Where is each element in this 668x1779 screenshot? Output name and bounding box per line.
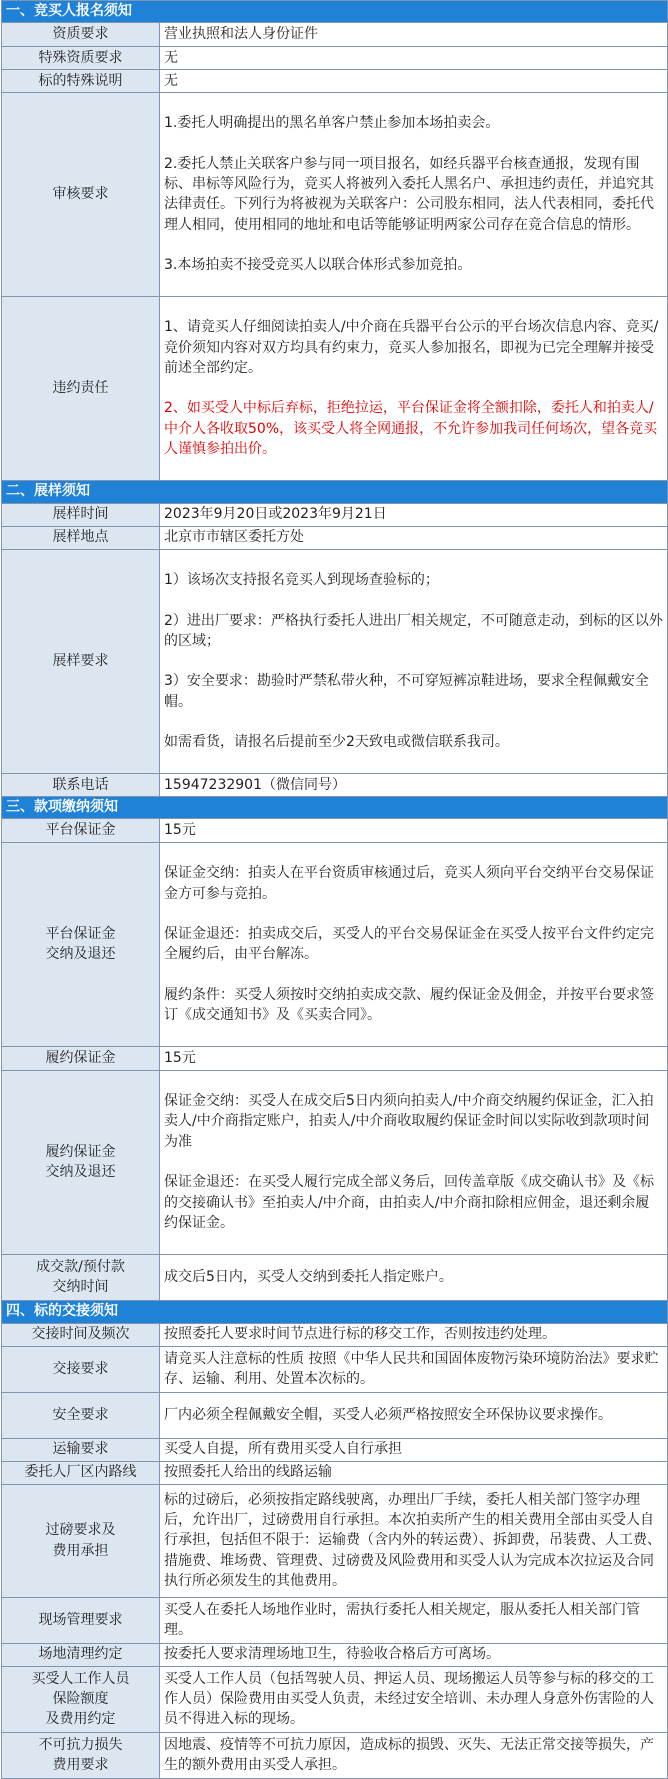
row-text: 保证金退还：拍卖成交后，买受人的平台交易保证金在买受人按平台文件约定完全履约后，由平台解冻。 [164,926,654,963]
row-text: 1、请竞买人仔细阅读拍卖人/中介商在兵器平台公示的平台场次信息内容、竞买/竞价须知内容对双方均具有约束力，竞买人参加报名，即视为已完全理解并接受前述全部约定。 [164,319,659,376]
row-text: 15元 [164,1050,196,1067]
row-text: 保证金退还：在买受人履行完成全部义务后，回传盖章版《成交确认书》及《标的交接确认书》至拍卖人/中介商，由拍卖人/中介商扣除相应佣金，退还剩余履约保证金。 [164,1174,654,1231]
row-handover-requirements [2,1346,668,1392]
row-contact-phone [2,773,668,796]
row-label: 违约责任 [2,296,160,480]
row-label: 交接时间及频次 [2,1323,160,1346]
row-text: 保证金交纳：买受人在成交后5日内须向拍卖人/中介商交纳履约保证金，汇入拍卖人/中介商指定账户，拍卖人/中介商收取履约保证金时间以实际收到款项时间为准 [164,1093,654,1150]
row-value [160,1392,668,1438]
row-label: 履约保证金 交纳及退还 [2,1070,160,1254]
row-label: 标的特殊说明 [2,70,160,93]
row-text: 1）该场次支持报名竞买人到现场查验标的； [164,571,439,588]
section-header-registration [2,1,668,23]
row-value [160,1597,668,1643]
row-text: 买受人在委托人场地作业时，需执行委托人相关规定，服从委托人相关部门管理。 [164,1601,640,1639]
auction-notice-document [1,0,667,1779]
row-text: 2）进出厂要求：严格执行委托人进出厂相关规定，不可随意走动，到标的区以外的区域； [164,612,663,649]
row-label: 场地清理约定 [2,1643,160,1666]
row-site-cleanup [2,1643,668,1666]
row-label: 平台保证金 [2,818,160,842]
section-title: 四、标的交接须知 [2,1300,668,1323]
row-review-requirements [2,93,668,297]
row-viewing-location [2,526,668,549]
row-factory-route [2,1461,668,1484]
row-value [160,503,668,526]
row-performance-deposit-payment [2,1070,668,1254]
row-viewing-time [2,503,668,526]
row-value [160,1046,668,1070]
row-text: 成交后5日内，买受人交纳到委托人指定账户。 [164,1268,453,1285]
row-text: 无 [164,72,178,89]
row-transaction-payment-time [2,1254,668,1300]
row-label: 委托人厂区内路线 [2,1461,160,1484]
row-value [160,773,668,796]
row-text: 按照委托人给出的线路运输 [164,1464,332,1481]
row-value [160,1484,668,1597]
section-title: 二、展样须知 [2,480,668,503]
row-label: 展样地点 [2,526,160,549]
row-text: 2.委托人禁止关联客户参与同一项目报名，如经兵器平台核查通报，发现有围标、串标等风险行为，竞买人将被列入委托人黑名户、承担违约责任，并追究其法律责任。下列行为将被视为关联客户：公司股东相同，法人代表相同，委托代理人相同，使用相同的地址和电话等能够证明两家公司存在竞合信息的情形。 [164,155,654,233]
row-value [160,1732,668,1778]
row-platform-deposit [2,818,668,842]
row-label: 展样时间 [2,503,160,526]
row-label: 安全要求 [2,1392,160,1438]
row-site-management [2,1597,668,1643]
row-value [160,1254,668,1300]
row-platform-deposit-payment [2,842,668,1046]
row-value [160,1070,668,1254]
row-label: 运输要求 [2,1438,160,1461]
phone-number: 15947232901（微信同号） [164,776,346,793]
section-title: 一、竞买人报名须知 [2,1,668,23]
row-weighing-costs [2,1484,668,1597]
row-label: 展样要求 [2,549,160,773]
row-label: 履约保证金 [2,1046,160,1070]
row-special-qualification [2,47,668,70]
row-transport-requirements [2,1438,668,1461]
row-value [160,842,668,1046]
section-header-payment [2,796,668,818]
row-value [160,549,668,773]
row-text: 营业执照和法人身份证件 [164,26,318,43]
row-value [160,47,668,70]
row-value [160,1346,668,1392]
row-value [160,1643,668,1666]
row-text: 无 [164,49,178,66]
row-value [160,1438,668,1461]
row-text: 1.委托人明确提出的黑名单客户禁止参加本场拍卖会。 [164,115,500,132]
row-qualification [2,23,668,47]
row-force-majeure [2,1732,668,1778]
row-text: 北京市市辖区委托方处 [164,529,304,546]
row-label: 买受人工作人员 保险额度 及费用约定 [2,1666,160,1732]
row-value [160,296,668,480]
row-text: 因地震、疫情等不可抗力原因，造成标的损毁、灭失、无法正常交接等损失，产生的额外费用由买受人承担。 [164,1736,654,1774]
row-value [160,23,668,47]
row-label: 特殊资质要求 [2,47,160,70]
notice-table [1,0,668,1779]
section-title: 三、款项缴纳须知 [2,796,668,818]
row-breach-liability [2,296,668,480]
row-text: 标的过磅后，必须按指定路线驶离，办理出厂手续，委托人相关部门签字办理后，允许出厂，过磅费用自行承担。本次拍卖所产生的相关费用全部由买受人自行承担，包括但不限于：运输费（含内外的转运费）、拆卸费，吊装费、人工费、措施费、堆场费、管理费、过磅费及风险费用和买受人认为完成本次拉运及合同执行所必须发生的其他费用。 [164,1491,661,1589]
row-text: 按照委托人要求时间节点进行标的移交工作，否则按违约处理。 [164,1326,556,1343]
row-label: 平台保证金 交纳及退还 [2,842,160,1046]
row-staff-insurance [2,1666,668,1732]
row-label: 现场管理要求 [2,1597,160,1643]
row-text: 15元 [164,822,196,839]
row-warning-text: 2、如买受人中标后弃标，拒绝拉运，平台保证金将全额扣除，委托人和拍卖人/中介人各收取50%，该买受人将全网通报，不允许参加我司任何场次，望各竞买人谨慎参拍出价。 [164,400,658,458]
section-header-handover [2,1300,668,1323]
row-value [160,1323,668,1346]
row-safety-requirements [2,1392,668,1438]
row-label: 联系电话 [2,773,160,796]
row-handover-time [2,1323,668,1346]
row-label: 交接要求 [2,1346,160,1392]
row-value [160,818,668,842]
row-text: 如需看货，请报名后提前至少2天致电或微信联系我司。 [164,734,509,751]
row-value [160,1666,668,1732]
section-header-viewing [2,480,668,503]
row-text: 买受人工作人员（包括驾驶人员、押运人员、现场搬运人员等参与标的移交的工作人员）保险费用由买受人负责，未经过安全培训、未办理人身意外伤害险的人员不得进入标的现场。 [164,1670,654,1728]
row-label: 资质要求 [2,23,160,47]
row-value [160,70,668,93]
row-text: 厂内必须全程佩戴安全帽，买受人必须严格按照安全环保协议要求操作。 [164,1406,612,1423]
row-label: 过磅要求及 费用承担 [2,1484,160,1597]
row-value [160,526,668,549]
row-text: 3.本场拍卖不接受竞买人以联合体形式参加竞拍。 [164,257,472,274]
row-text: 履约条件：买受人须按时交纳拍卖成交款、履约保证金及佣金，并按平台要求签订《成交通知书》及《买卖合同》。 [164,986,654,1024]
row-special-description [2,70,668,93]
row-label: 成交款/预付款 交纳时间 [2,1254,160,1300]
row-text: 2023年9月20日或2023年9月21日 [164,506,387,523]
row-viewing-requirements [2,549,668,773]
row-label: 不可抗力损失 费用要求 [2,1732,160,1778]
row-value [160,93,668,297]
row-value [160,1461,668,1484]
row-text: 买受人自提，所有费用买受人自行承担 [164,1441,402,1458]
row-text: 保证金交纳：拍卖人在平台资质审核通过后，竞买人须向平台交纳平台交易保证金方可参与竞拍。 [164,865,654,902]
row-text: 请竞买人注意标的性质 按照《中华人民共和国固体废物污染环境防治法》要求贮存、运输、利用、处置本次标的。 [164,1350,659,1388]
row-text: 3）安全要求：勘验时严禁私带火种，不可穿短裤凉鞋进场，要求全程佩戴安全帽。 [164,673,649,710]
row-label: 审核要求 [2,93,160,297]
row-performance-deposit [2,1046,668,1070]
row-text: 按委托人要求清理场地卫生，待验收合格后方可离场。 [164,1646,500,1663]
